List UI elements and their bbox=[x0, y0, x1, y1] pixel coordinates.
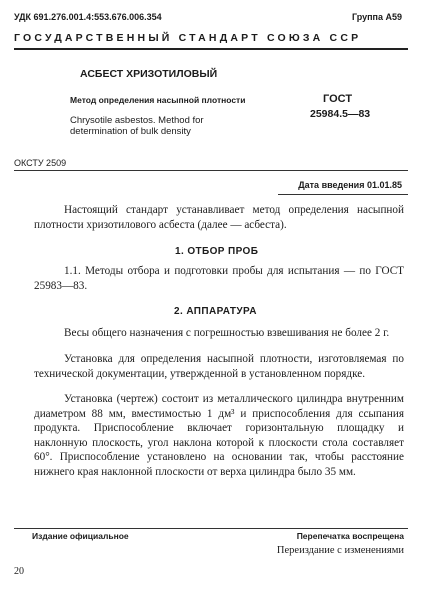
intro-date: Дата введения 01.01.85 bbox=[298, 180, 402, 190]
document-subtitle: Метод определения насыпной плотности bbox=[70, 95, 246, 105]
group-code: Группа А59 bbox=[351, 12, 402, 22]
english-title: Chrysotile asbestos. Method for determination of bulk density bbox=[70, 115, 204, 137]
section-1-text: 1.1. Методы отбора и подготовки пробы для испытания — по ГОСТ 25983—83. bbox=[34, 265, 404, 292]
drawing-text: Установка (чертеж) состоит из металлического цилиндра внутренним диаметром 88 мм, вместимостью 1 дм³ и приспособления для ссыпания продукта. Приспособление включает горизонтальную площадку и наклонную плоскость, угол наклона которой к плоскости стола составляет 60°. Приспособление установлено на основании так, чтобы расстояние нижнего края наклонной плоскости от верха цилиндра было 35 мм. bbox=[34, 393, 404, 478]
device-paragraph bbox=[34, 352, 404, 381]
footer-rule bbox=[14, 528, 408, 529]
scales-text: Весы общего назначения с погрешностью взвешивания не более 2 г. bbox=[64, 327, 390, 339]
header-rule bbox=[14, 48, 408, 50]
reissue-notice: Переиздание с изменениями bbox=[276, 545, 404, 556]
device-text: Установка для определения насыпной плотности, изготовляемая по технической документации, утвержденной в установленном порядке. bbox=[34, 353, 404, 380]
official-edition: Издание официальное bbox=[32, 531, 129, 541]
udk-code: УДК 691.276.001.4:553.676.006.354 bbox=[14, 12, 162, 22]
intro-text: Настоящий стандарт устанавливает метод определения насыпной плотности хризотилового асбеста (далее — асбеста). bbox=[34, 204, 404, 231]
gost-label: ГОСТ bbox=[323, 93, 353, 105]
mid-rule bbox=[14, 170, 408, 171]
section-1-paragraph bbox=[34, 264, 404, 293]
drawing-paragraph bbox=[34, 392, 404, 480]
gost-number: 25984.5—83 bbox=[310, 108, 371, 120]
reprint-notice: Перепечатка воспрещена bbox=[296, 531, 404, 541]
document-title: АСБЕСТ ХРИЗОТИЛОВЫЙ bbox=[80, 68, 218, 80]
scales-paragraph bbox=[34, 326, 404, 341]
date-rule bbox=[278, 194, 408, 195]
intro-paragraph bbox=[34, 203, 404, 232]
page-number: 20 bbox=[14, 566, 24, 577]
section-1-heading: 1. ОТБОР ПРОБ bbox=[175, 246, 259, 257]
section-2-heading: 2. АППАРАТУРА bbox=[174, 306, 257, 317]
okstu-code: ОКСТУ 2509 bbox=[14, 158, 67, 168]
standard-title: ГОСУДАРСТВЕННЫЙ СТАНДАРТ СОЮЗА ССР bbox=[14, 32, 362, 44]
